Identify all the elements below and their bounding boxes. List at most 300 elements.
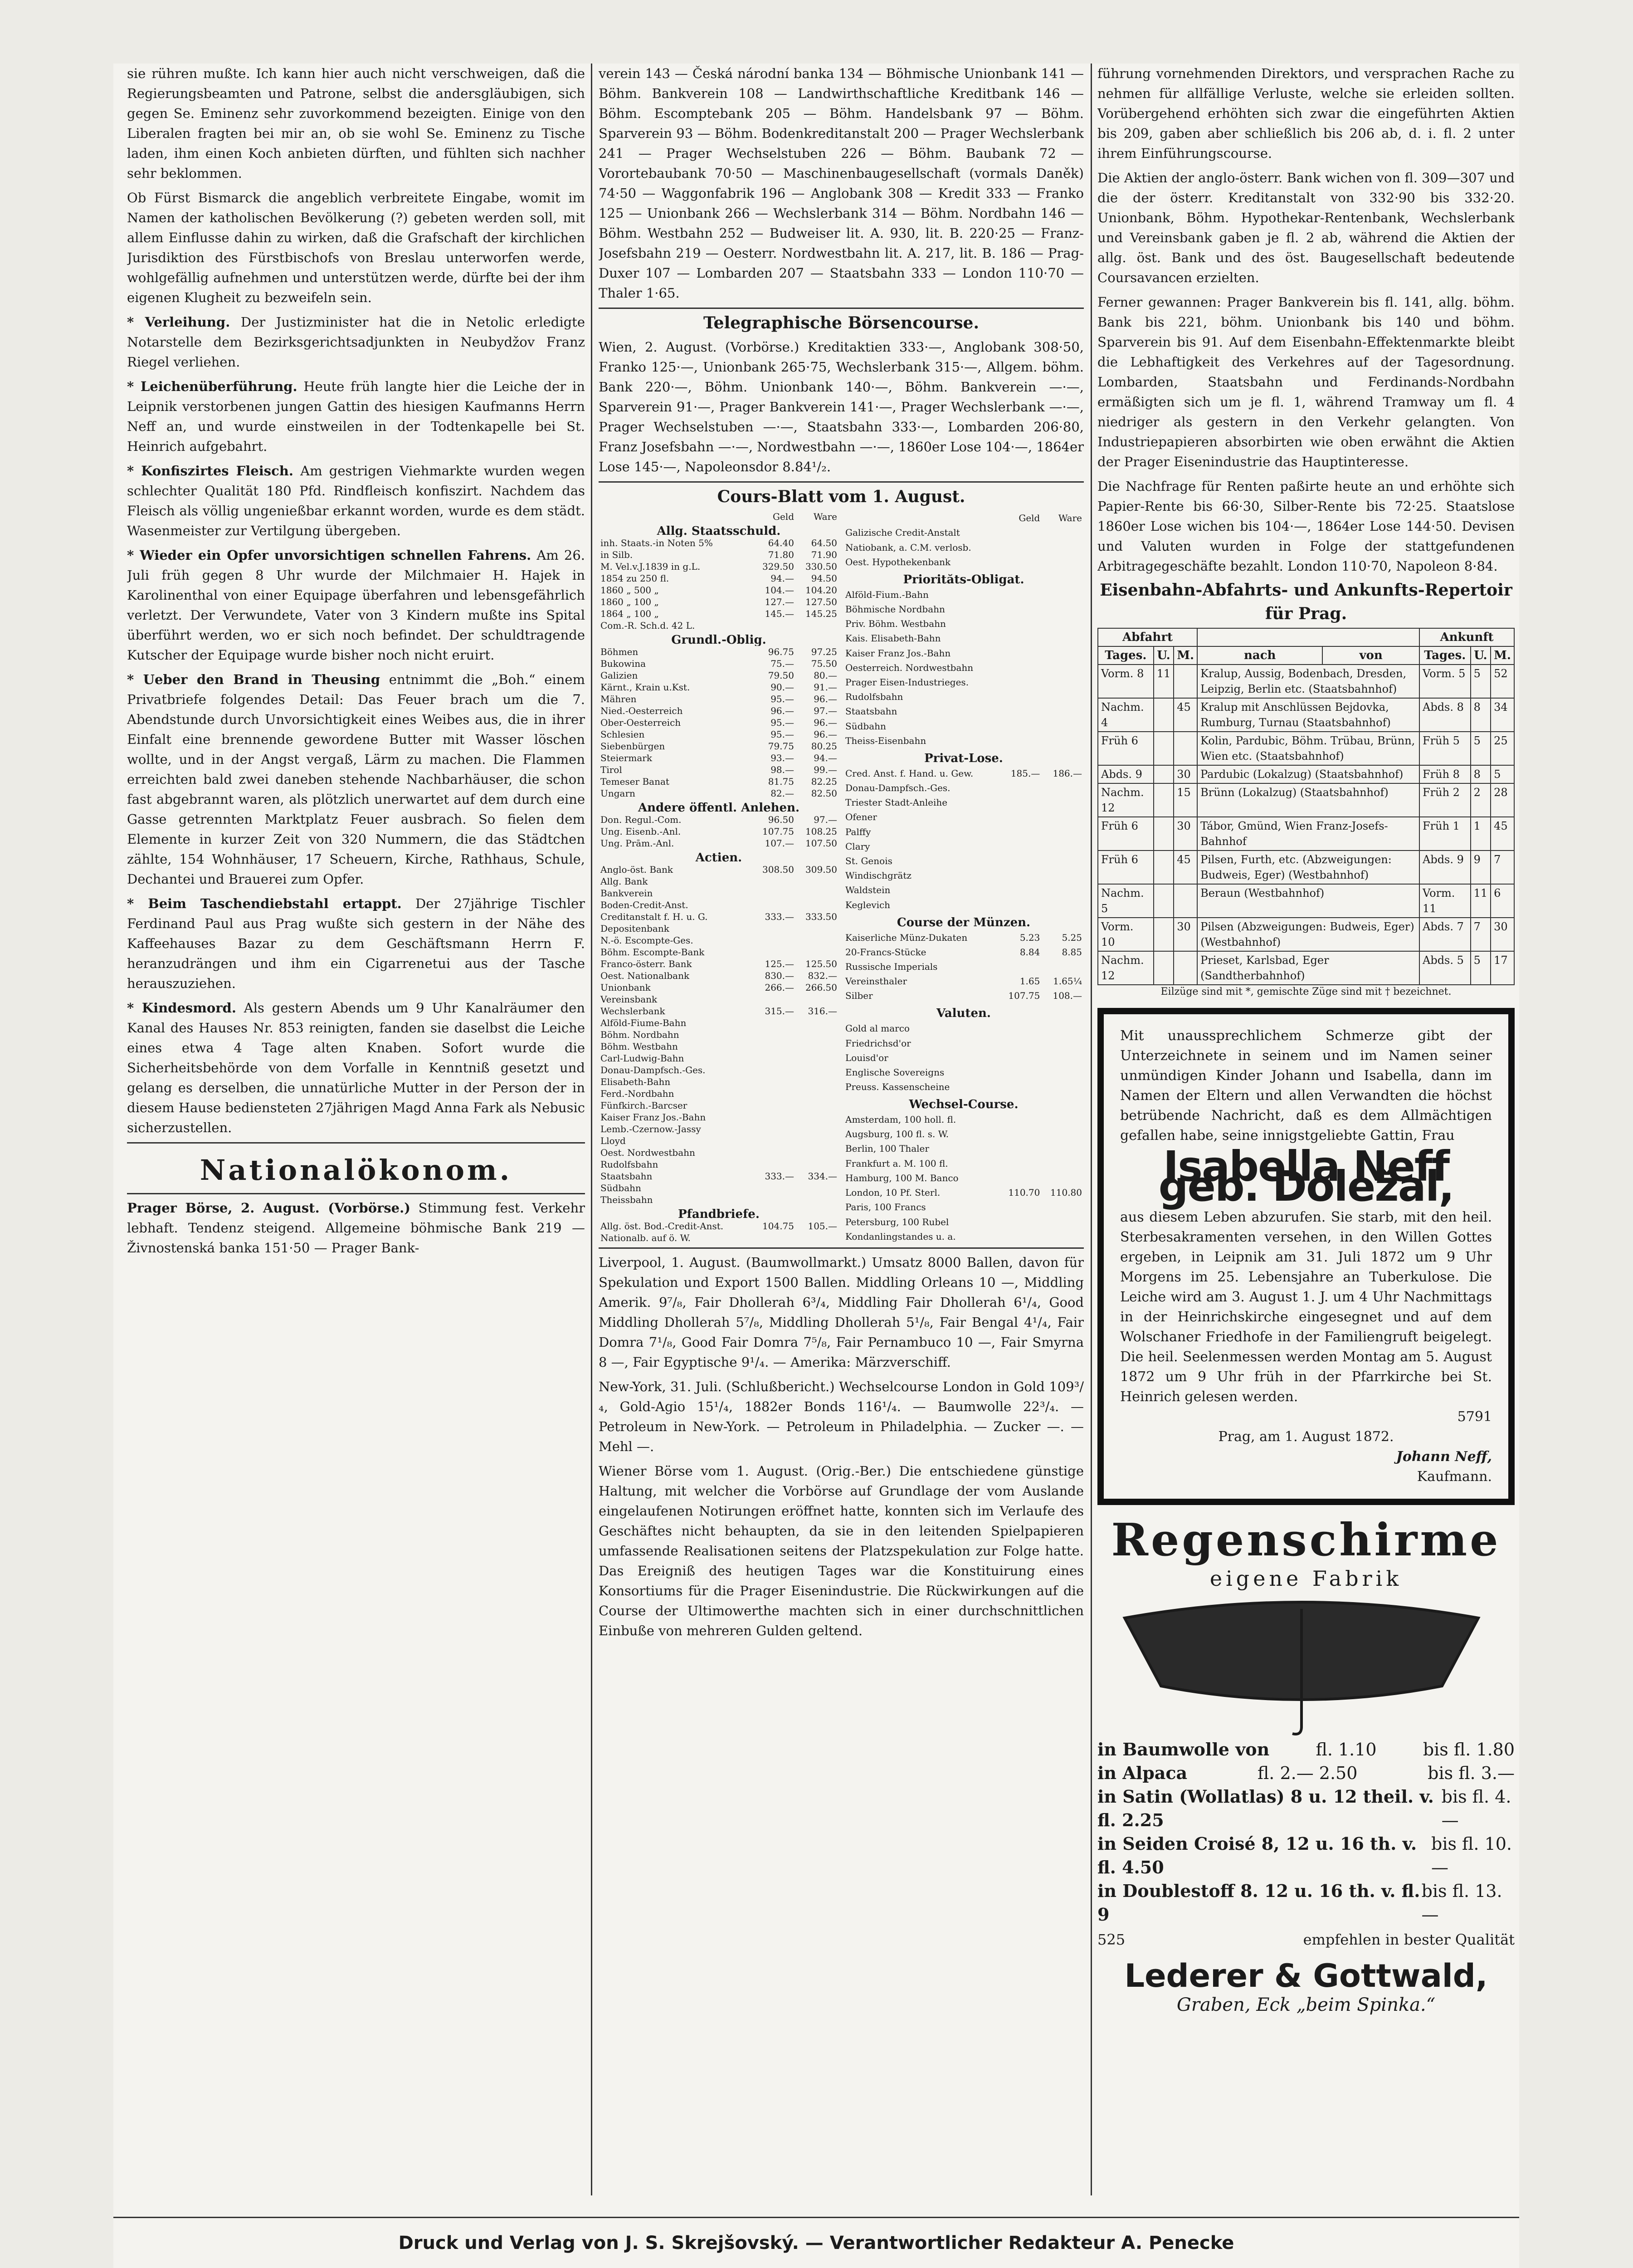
departure-minute: 30 <box>1174 918 1197 951</box>
cours-name: Südbahn <box>600 1183 641 1193</box>
cours-geld <box>1000 1065 1042 1080</box>
timetable-row <box>1098 665 1514 698</box>
departure-hour <box>1154 783 1174 817</box>
cours-row <box>843 631 1084 645</box>
cours-name: Kaiserliche Münz-Dukaten <box>845 932 968 943</box>
umbrella-illustration <box>1097 1591 1506 1736</box>
timetable-col-header: Tages. <box>1419 646 1471 665</box>
cours-ware <box>796 875 839 887</box>
notice-place-date: Prag, am 1. August 1872. <box>1218 1429 1394 1445</box>
cours-name: Clary <box>845 841 870 852</box>
article-paragraph: Wien, 2. August. (Vorbörse.) Kreditaktien 333·—, Anglobank 308·50, Franko 125·—, Unionbank 265·75, Wechslerbank 315·—, Allgem. böhm. Bank 220·—, Böhm. Unionbank 140·—, Böhm. Bankverein —·—, Sparverein 91·—, Prager Bankverein 141·—, Prager Wechslerbank —·—, Prager Wechselstuben —·—, Staatsbahn 333·—, Lombarden 206·80, Franz Josefsbahn —·—, Nordwestbahn —·—, 1860er Lose 104·—, 1864er Lose 145·—, Napoleonsdor 8.84¹/₂. <box>599 339 1084 474</box>
cours-row <box>599 596 839 608</box>
cours-ware <box>796 1052 839 1064</box>
departure-time: Früh 6 <box>1098 817 1154 850</box>
cours-ware: 127.50 <box>805 596 837 607</box>
cours-name: inh. Staats.-in Noten 5% <box>600 538 713 548</box>
cours-ware <box>796 1100 839 1111</box>
cours-geld <box>753 1158 796 1170</box>
cours-ware <box>1042 719 1084 733</box>
cours-name: Staatsbahn <box>600 1171 653 1182</box>
cours-geld <box>753 1182 796 1194</box>
cours-name: Ober-Oesterreich <box>600 717 681 728</box>
cours-ware <box>796 1017 839 1029</box>
arrival-hour: 8 <box>1471 698 1491 732</box>
price-to: bis fl. 13.— <box>1421 1881 1502 1925</box>
cours-row <box>843 1021 1084 1036</box>
cours-name: Waldstein <box>845 885 891 896</box>
cours-name: Natiobank, a. C.M. verlosb. <box>845 542 971 553</box>
departure-time: Nachm. 4 <box>1098 698 1154 732</box>
departure-minute: 45 <box>1174 850 1197 884</box>
ad-title: Regenschirme <box>1111 1514 1501 1566</box>
cours-row <box>843 719 1084 733</box>
cours-ware: 96.— <box>814 729 837 740</box>
cours-name: Böhm. Escompte-Bank <box>600 947 705 958</box>
cours-row <box>599 923 839 934</box>
cours-row <box>843 1185 1084 1200</box>
cours-geld <box>753 1052 796 1064</box>
arrival-time: Abds. 5 <box>1419 951 1471 985</box>
cours-row <box>599 826 839 837</box>
cours-name: Oesterreich. Nordwestbahn <box>845 662 974 673</box>
timetable-col-header: U. <box>1154 646 1174 665</box>
cours-geld <box>753 899 796 911</box>
cours-geld <box>1000 1141 1042 1156</box>
cours-table-right <box>843 511 1084 1244</box>
cours-geld <box>1000 959 1042 974</box>
cours-geld: 127.— <box>765 596 794 607</box>
cours-category-label: Valuten. <box>936 1007 991 1021</box>
cours-row <box>843 1051 1084 1065</box>
article-body: Heute früh langte hier die Leiche der in Leipnik verstorbenen jungen Gattin des hiesigen Kaufmanns Herrn Neff an, und wurde einstweilen in der Todtenkapelle bei St. Heinrich aufgebahrt. <box>127 379 585 454</box>
cours-row <box>843 974 1084 988</box>
cours-geld <box>1000 854 1042 868</box>
cours-geld <box>753 875 796 887</box>
cours-geld <box>1000 1127 1042 1141</box>
cours-row <box>599 1147 839 1158</box>
cours-geld <box>1000 1051 1042 1065</box>
cours-name: Unionbank <box>600 982 651 993</box>
article-body: entnimmt die „Boh.“ einem Privatbriefe folgendes Detail: Das Feuer brach um die 7. Abendstunde durch Unvorsichtigkeit eines Weibes aus, die in ihrer Einfalt eine brennende gewordene Butter mit Wasser löschen wollte, und in der Angst vergaß, Lärm zu machen. Die Flammen erreichten bald zwei daneben stehende Nachbarhäuser, die schon fast abgebrannt waren, als plötzlich unerwartet auf dem durch eine Gasse getrennten Marktplatz Feuer ausbrach. So fielen dem Elemente in kurzer Zeit von 320 Nummern, die das Städtchen zählte, 154 Wohnhäuser, 17 Scheuern, Kirche, Rathhaus, Schule, Dechantei und Brauerei zum Opfer. <box>127 672 585 887</box>
arrival-hour: 8 <box>1471 765 1491 783</box>
cours-tables <box>599 511 1084 1244</box>
cours-geld <box>1000 810 1042 824</box>
cours-ware: 186.— <box>1053 767 1082 779</box>
price-to: bis fl. 10.— <box>1431 1834 1512 1877</box>
cours-row <box>599 970 839 982</box>
article-body: Am gestrigen Viehmarkte wurden wegen schlechter Qualität 180 Pfd. Rindfleisch konfiszirt. Nachdem das Fleisch als völlig ungenießbar erkannt worden, wurde es dem städt. Wasenmeister zur Vertilgung übergeben. <box>127 463 585 538</box>
departure-hour <box>1154 698 1174 732</box>
cours-geld: 145.— <box>765 608 794 619</box>
cours-row <box>599 1232 839 1244</box>
cours-geld: 1.65 <box>1019 976 1040 987</box>
cours-row <box>843 675 1084 689</box>
cours-geld <box>1000 540 1042 554</box>
cours-name: Oest. Nationalbank <box>600 970 690 981</box>
cours-row <box>843 616 1084 631</box>
cours-category <box>843 1003 1084 1022</box>
cours-name: Elisabeth-Bahn <box>600 1076 671 1087</box>
arrival-minute: 17 <box>1491 951 1514 985</box>
cours-ware <box>796 1111 839 1123</box>
cours-ware: 110.80 <box>1050 1187 1082 1198</box>
article-heading: * Beim Taschendiebstahl ertappt. <box>127 896 402 911</box>
cours-ware <box>1042 781 1084 795</box>
cours-name: Temeser Banat <box>600 776 669 787</box>
cours-row <box>843 854 1084 868</box>
price-row <box>1097 1879 1515 1926</box>
col-geld: Geld <box>1019 513 1040 524</box>
cours-geld <box>753 1135 796 1147</box>
cours-geld <box>753 1111 796 1123</box>
cours-ware: 91.— <box>814 682 837 693</box>
column-right <box>1097 64 1515 2195</box>
cours-name: M. Vel.v.J.1839 in g.L. <box>600 561 701 572</box>
cours-ware: 80.— <box>814 670 837 681</box>
cours-name: Priv. Böhm. Westbahn <box>845 618 946 630</box>
cours-name: Staatsbahn <box>845 706 897 717</box>
cours-ware: 330.50 <box>805 561 837 572</box>
cours-name: Fünfkirch.-Barcser <box>600 1100 687 1111</box>
cours-geld: 79.50 <box>768 670 794 681</box>
cours-ware <box>1042 645 1084 660</box>
timetable-row <box>1098 884 1514 918</box>
timetable-col-header: von <box>1322 646 1419 665</box>
cours-name: Kärnt., Krain u.Kst. <box>600 682 690 693</box>
article-paragraph: führung vornehmenden Direktors, und versprachen Rache zu nehmen für allfällige Verluste, welche sie erleiden sollten. Vorübergehend erhöhten sich zwar die eingeführten Aktien bis 209, gaben aber schließlich bis 206 ab, d. i. fl. 2 unter ihrem Einführungscourse. <box>1097 66 1515 161</box>
cours-name: Silber <box>845 990 873 1002</box>
cours-ware: 94.50 <box>811 573 837 584</box>
cours-ware <box>796 1182 839 1194</box>
cours-ware <box>1042 660 1084 675</box>
cours-geld: 95.— <box>770 729 794 740</box>
cours-geld <box>1000 781 1042 795</box>
cours-ware: 334.— <box>808 1171 837 1182</box>
article-fleisch <box>127 461 585 541</box>
cours-category <box>843 569 1084 587</box>
article-heading: * Verleihung. <box>127 314 230 330</box>
timetable-row <box>1098 918 1514 951</box>
cours-geld <box>1000 824 1042 839</box>
cours-geld <box>1000 660 1042 675</box>
cours-ware <box>1042 1112 1084 1127</box>
ad-note: empfehlen in bester Qualität <box>1303 1931 1515 1948</box>
cours-geld <box>753 1232 796 1244</box>
article-liverpool: Liverpool, 1. August. (Baumwollmarkt.) Umsatz 8000 Ballen, davon für Spekulation und Export 1500 Ballen. Middling Orleans 10 —, Middling Amerik. 9⁷/₈, Fair Dhollerah 6³/₄, Middling Fair Dhollerah 6¹/₄, Good Middling Dhollerah 5⁷/₈, Middling Dhollerah 5¹/₈, Fair Bengal 4¹/₄, Fair Domra 7¹/₈, Good Fair Domra 7⁵/₈, Fair Pernambuco 10 —, Fair Smyrna 8 —, Fair Egyptische 9¹/₄. — Amerika: Märzverschiff. <box>599 1255 1084 1370</box>
article-heading: * Ueber den Brand in Theusing <box>127 672 380 687</box>
cours-name: 1864 „ 100 „ <box>600 608 659 619</box>
timetable-note: Eilzüge sind mit *, gemischte Züge sind mit † bezeichnet. <box>1160 986 1452 997</box>
cours-row <box>599 1100 839 1111</box>
cours-name: Oest. Hypothekenbank <box>845 556 951 567</box>
cours-name: Oest. Nordwestbahn <box>600 1147 695 1158</box>
cours-title: Cours-Blatt vom 1. August. <box>717 487 965 506</box>
divider <box>599 1247 1084 1249</box>
cours-geld <box>1000 1080 1042 1094</box>
cours-name: Kais. Elisabeth-Bahn <box>845 633 941 644</box>
cours-row <box>599 1052 839 1064</box>
article-body: Als gestern Abends um 9 Uhr Kanalräumer den Kanal des Hauses Nr. 853 reinigten, fanden sie daselbst die Leiche eines etwa 4 Tage alten Knaben. Sofort wurde die Sicherheitsbehörde von dem Vorfalle in Kenntniß gesetzt und gelang es derselben, die unnatürliche Mutter in der Person der in diesem Hause bediensteten 27jährigen Magd Anna Fark als Nebusic sicherzustellen. <box>127 1000 585 1135</box>
cours-ware: 5.25 <box>1062 932 1082 943</box>
cours-ware: 97.— <box>814 814 837 825</box>
cours-ware <box>1042 959 1084 974</box>
cours-ware: 1.65¼ <box>1053 976 1082 987</box>
cours-category-label: Privat-Lose. <box>924 751 1003 765</box>
cours-ware: 64.50 <box>811 538 837 548</box>
obituary-name: Isabella Neff geb. Doležal, <box>1158 1142 1454 1211</box>
arrival-time: Abds. 8 <box>1419 698 1471 732</box>
cours-geld <box>1000 733 1042 748</box>
arrival-time: Früh 5 <box>1419 732 1471 765</box>
ad-note-row <box>1097 1931 1515 1948</box>
cours-ware <box>1042 824 1084 839</box>
cours-row <box>599 787 839 799</box>
cours-row <box>843 525 1084 540</box>
cours-geld <box>753 620 796 631</box>
abfahrt-header: Abfahrt <box>1098 628 1197 646</box>
cours-name: Ung. Eisenb.-Anl. <box>600 826 681 837</box>
cours-ware: 333.50 <box>805 911 837 922</box>
notice-number: 5791 <box>1457 1409 1492 1425</box>
cours-geld <box>1000 616 1042 631</box>
cours-row <box>599 887 839 899</box>
cours-geld: 95.— <box>770 694 794 704</box>
cours-row <box>599 740 839 752</box>
departure-hour <box>1154 765 1174 783</box>
departure-hour <box>1154 951 1174 985</box>
article-paragraph: Die Nachfrage für Renten paßirte heute an und erhöhte sich Papier-Rente bis 66·30, Silber-Rente bis 72·25. Staatslose 1860er Lose wichen bis 104·—, 1864er Lose 144·50. Devisen und Valuten wurden in Folge der stattgefundenen Arbitragegeschäfte bezahlt. London 110·70, Napoleon 8·84. <box>1097 479 1515 574</box>
cours-name: Galizische Credit-Anstalt <box>845 527 960 538</box>
departure-minute <box>1174 665 1197 698</box>
cours-geld <box>1000 631 1042 645</box>
cours-name: Preuss. Kassenscheine <box>845 1081 950 1093</box>
price-to: bis fl. 1.80 <box>1423 1740 1515 1760</box>
cours-name: Keglevich <box>845 899 891 910</box>
cours-geld <box>753 1076 796 1088</box>
cours-geld <box>1000 555 1042 569</box>
cours-name: Mähren <box>600 694 637 704</box>
article-boerse <box>127 1198 585 1258</box>
cours-table-left <box>599 511 839 1244</box>
cours-row <box>843 1065 1084 1080</box>
cours-geld <box>1000 704 1042 719</box>
cours-geld <box>753 887 796 899</box>
cours-name: Carl-Ludwig-Bahn <box>600 1053 684 1064</box>
cours-ware: 82.50 <box>811 788 837 799</box>
cours-row <box>843 1200 1084 1214</box>
cours-row <box>843 824 1084 839</box>
divider <box>127 1142 585 1144</box>
cours-name: Franco-österr. Bank <box>600 958 692 969</box>
cours-row <box>843 555 1084 569</box>
cours-ware: 832.— <box>808 970 837 981</box>
cours-name: Russische Imperials <box>845 961 938 972</box>
obituary-text: aus diesem Leben abzurufen. Sie starb, mit den heil. Sterbesakramenten versehen, in den Willen Gottes ergeben, in Leipnik am 31. Juli 1872 um 9 Uhr Morgens im 25. Lebensjahre an Tuberkulose. Die Leiche wird am 3. August 1. J. um 4 Uhr Nachmittags in der Heinrichskirche eingesegnet und auf dem Wolschaner Friedhofe in der Familiengruft beigelegt. Die heil. Seelenmessen werden Montag am 5. August 1872 um 9 Uhr früh in der Pfarrkirche bei St. Heinrich gelesen werden. <box>1120 1209 1492 1405</box>
cours-row <box>599 1123 839 1135</box>
cours-row <box>599 620 839 631</box>
cours-ware <box>1042 602 1084 616</box>
cours-name: N.-ö. Escompte-Ges. <box>600 935 693 946</box>
cours-row <box>843 704 1084 719</box>
cours-row <box>599 717 839 728</box>
umbrella-handle-icon <box>1292 1727 1302 1734</box>
cours-geld: 79.75 <box>768 741 794 752</box>
cours-geld: 107.— <box>765 838 794 849</box>
departure-time: Vorm. 10 <box>1098 918 1154 951</box>
ad-subtitle: eigene Fabrik <box>1209 1566 1403 1591</box>
cours-ware <box>1042 883 1084 897</box>
route-description: Beraun (Westbahnhof) <box>1197 884 1419 918</box>
cours-name: Don. Regul.-Com. <box>600 814 682 825</box>
cours-ware: 105.— <box>808 1221 837 1232</box>
article-body: Der 27jährige Tischler Ferdinand Paul aus Prag wußte sich gestern in der Nähe des Kaffeehauses Bazar zu dem Geschäftsmann Herrn F. heranzudrängen und ihm ein Cigarrenetui aus der Tasche herauszuziehen. <box>127 896 585 991</box>
cours-geld <box>1000 602 1042 616</box>
cours-geld <box>1000 883 1042 897</box>
cours-ware <box>796 1064 839 1076</box>
cours-geld: 94.— <box>770 573 794 584</box>
cours-category <box>599 523 839 537</box>
cours-row <box>843 795 1084 810</box>
cours-geld: 64.40 <box>768 538 794 548</box>
departure-time: Abds. 9 <box>1098 765 1154 783</box>
cours-ware: 108.— <box>1053 990 1082 1002</box>
cours-ware: 94.— <box>814 753 837 763</box>
departure-hour <box>1154 732 1174 765</box>
cours-geld: 104.— <box>765 585 794 596</box>
timetable-row <box>1098 765 1514 783</box>
arrival-hour: 5 <box>1471 732 1491 765</box>
price-label: in Alpaca <box>1097 1763 1188 1783</box>
cours-name: St. Genois <box>845 855 892 867</box>
ad-firm-name: Lederer & Gottwald, <box>1124 1957 1488 1994</box>
cours-row <box>599 1111 839 1123</box>
col-geld: Geld <box>772 511 794 522</box>
cours-row <box>843 1036 1084 1050</box>
cours-row <box>599 1182 839 1194</box>
arrival-minute: 28 <box>1491 783 1514 817</box>
cours-row <box>599 1005 839 1017</box>
cours-name: Augsburg, 100 fl. s. W. <box>845 1129 949 1140</box>
price-list <box>1097 1738 1515 1926</box>
cours-row <box>843 540 1084 554</box>
cours-ware <box>1042 631 1084 645</box>
cours-row <box>599 1029 839 1041</box>
cours-name: Alföld-Fium.-Bahn <box>845 589 929 600</box>
arrival-hour: 9 <box>1471 850 1491 884</box>
cours-name: 1854 zu 250 fl. <box>600 573 669 584</box>
cours-geld <box>1000 1156 1042 1171</box>
cours-geld <box>1000 689 1042 704</box>
cours-geld <box>1000 1200 1042 1214</box>
cours-ware <box>1042 1065 1084 1080</box>
cours-row <box>843 660 1084 675</box>
cours-ware <box>1042 1171 1084 1185</box>
cours-row <box>599 875 839 887</box>
arrival-time: Abds. 9 <box>1419 850 1471 884</box>
article-diebstahl <box>127 894 585 993</box>
cours-name: Alföld-Fiume-Bahn <box>600 1017 687 1028</box>
cours-name: Donau-Dampfsch.-Ges. <box>845 782 951 793</box>
cours-ware <box>796 1158 839 1170</box>
cours-category <box>599 1206 839 1220</box>
cours-row <box>599 572 839 584</box>
cours-geld <box>1000 1036 1042 1050</box>
cours-row <box>599 1170 839 1182</box>
cours-category <box>843 748 1084 766</box>
article-body: Am 26. Juli früh gegen 8 Uhr wurde der Milchmaier H. Hajek in Karolinenthal von einer Equipage überfahren und lebensgefährlich verletzt. Der Verwundete, Vater von 3 Kindern mußte ins Spital überführt werden, wo er sich noch befindet. Der schuldtragende Kutscher der Equipage wurde bisher noch nicht eruirt. <box>127 547 585 663</box>
cours-row <box>599 1017 839 1029</box>
cours-category-label: Grundl.-Oblig. <box>671 633 766 646</box>
timetable-col-header: M. <box>1491 646 1514 665</box>
cours-category-label: Priorităts-Obligat. <box>903 572 1024 587</box>
cours-ware <box>796 899 839 911</box>
cours-row <box>843 1112 1084 1127</box>
cours-row <box>599 1158 839 1170</box>
cours-name: Louisd'or <box>845 1052 888 1063</box>
cours-geld <box>1000 1171 1042 1185</box>
cours-ware <box>1042 795 1084 810</box>
cours-name: Hamburg, 100 M. Banco <box>845 1172 959 1183</box>
cours-ware <box>1042 587 1084 602</box>
timetable-col-header: Tages. <box>1098 646 1154 665</box>
cours-name: Anglo-öst. Bank <box>600 864 673 875</box>
article-verleihung <box>127 312 585 372</box>
article-paragraph: verein 143 — Česká národní banka 134 — Böhmische Unionbank 141 — Böhm. Bankverein 108 — Landwirthschaftliche Kreditbank 146 — Böhm. Escomptebank 205 — Böhm. Handelsbank 97 — Böhm. Sparverein 93 — Böhm. Bodenkreditanstalt 200 — Prager Wechslerbank 241 — Prager Wechselstuben 226 — Böhm. Baubank 72 — Vorortebaubank 70·50 — Maschinenbaugesellschaft (vormals Daněk) 74·50 — Waggonfabrik 196 — Anglobank 308 — Kredit 333 — Franko 125 — Unionbank 266 — Wechslerbank 314 — Böhm. Nordbahn 146 — Böhm. Westbahn 252 — Budweiser lit. A. 930, lit. B. 220·25 — Franz-Josefsbahn 219 — Oesterr. Nordwestbahn lit. A. 217, lit. B. 186 — Prag-Duxer 107 — Lombarden 207 — Staatsbahn 333 — London 110·70 — Thaler 1·65. <box>599 66 1084 301</box>
arrival-time: Früh 2 <box>1419 783 1471 817</box>
cours-ware: 266.50 <box>805 982 837 993</box>
cours-row <box>599 764 839 776</box>
arrival-time: Früh 1 <box>1419 817 1471 850</box>
ankunft-header: Ankunft <box>1419 628 1514 646</box>
cours-row <box>599 561 839 572</box>
departure-minute <box>1174 732 1197 765</box>
route-description: Kolin, Pardubic, Böhm. Trübau, Brünn, Wien etc. (Staatsbahnhof) <box>1197 732 1419 765</box>
cours-name: Theiss-Eisenbahn <box>845 735 926 746</box>
cours-name: Lemb.-Czernow.-Jassy <box>600 1124 701 1134</box>
section-title: Nationalökonom. <box>200 1154 512 1187</box>
cours-row <box>843 602 1084 616</box>
cours-name: Paris, 100 Francs <box>845 1202 926 1213</box>
cours-name: in Silb. <box>600 549 633 560</box>
cours-row <box>843 810 1084 824</box>
cours-name: Allg. Bank <box>600 876 648 887</box>
arrival-minute: 25 <box>1491 732 1514 765</box>
cours-ware <box>796 923 839 934</box>
article-leichen <box>127 376 585 456</box>
article-paragraph: Die Aktien der anglo-österr. Bank wichen von fl. 309—307 und die der österr. Kreditanstalt von 332·90 bis 332·20. Unionbank, Böhm. Hypothekar-Rentenbank, Wechslerbank und Vereinsbank gaben je fl. 2 ab, während die Aktien der allg. öst. Bank und des öst. Baugesellschaft bedeutende Coursavancen erzielten. <box>1097 170 1515 285</box>
cours-name: Com.-R. Sch.d. 42 L. <box>600 620 695 631</box>
route-description: Prieset, Karlsbad, Eger (Sandtherbahnhof) <box>1197 951 1419 985</box>
cours-ware <box>1042 839 1084 854</box>
cours-ware <box>796 946 839 958</box>
cours-ware: 80.25 <box>811 741 837 752</box>
cours-geld: 107.75 <box>762 826 794 837</box>
cours-ware <box>796 1029 839 1041</box>
cours-row <box>599 946 839 958</box>
article-body: Der Justizminister hat die in Netolic erledigte Notarstelle dem Bezirksgerichtsadjunkten in Neubydžov Franz Riegel verliehen. <box>127 314 585 370</box>
cours-ware: 96.— <box>814 694 837 704</box>
cours-geld <box>1000 645 1042 660</box>
price-from: fl. 1.10 <box>1316 1740 1377 1760</box>
cours-geld: 8.84 <box>1019 946 1040 958</box>
cours-ware: 107.50 <box>805 838 837 849</box>
cours-geld <box>1000 1229 1042 1244</box>
cours-row <box>843 1080 1084 1094</box>
cours-name: Theissbahn <box>600 1194 653 1205</box>
ad-address: Graben, Eck „beim Spinka.“ <box>1176 1994 1436 2015</box>
cours-row <box>843 1127 1084 1141</box>
